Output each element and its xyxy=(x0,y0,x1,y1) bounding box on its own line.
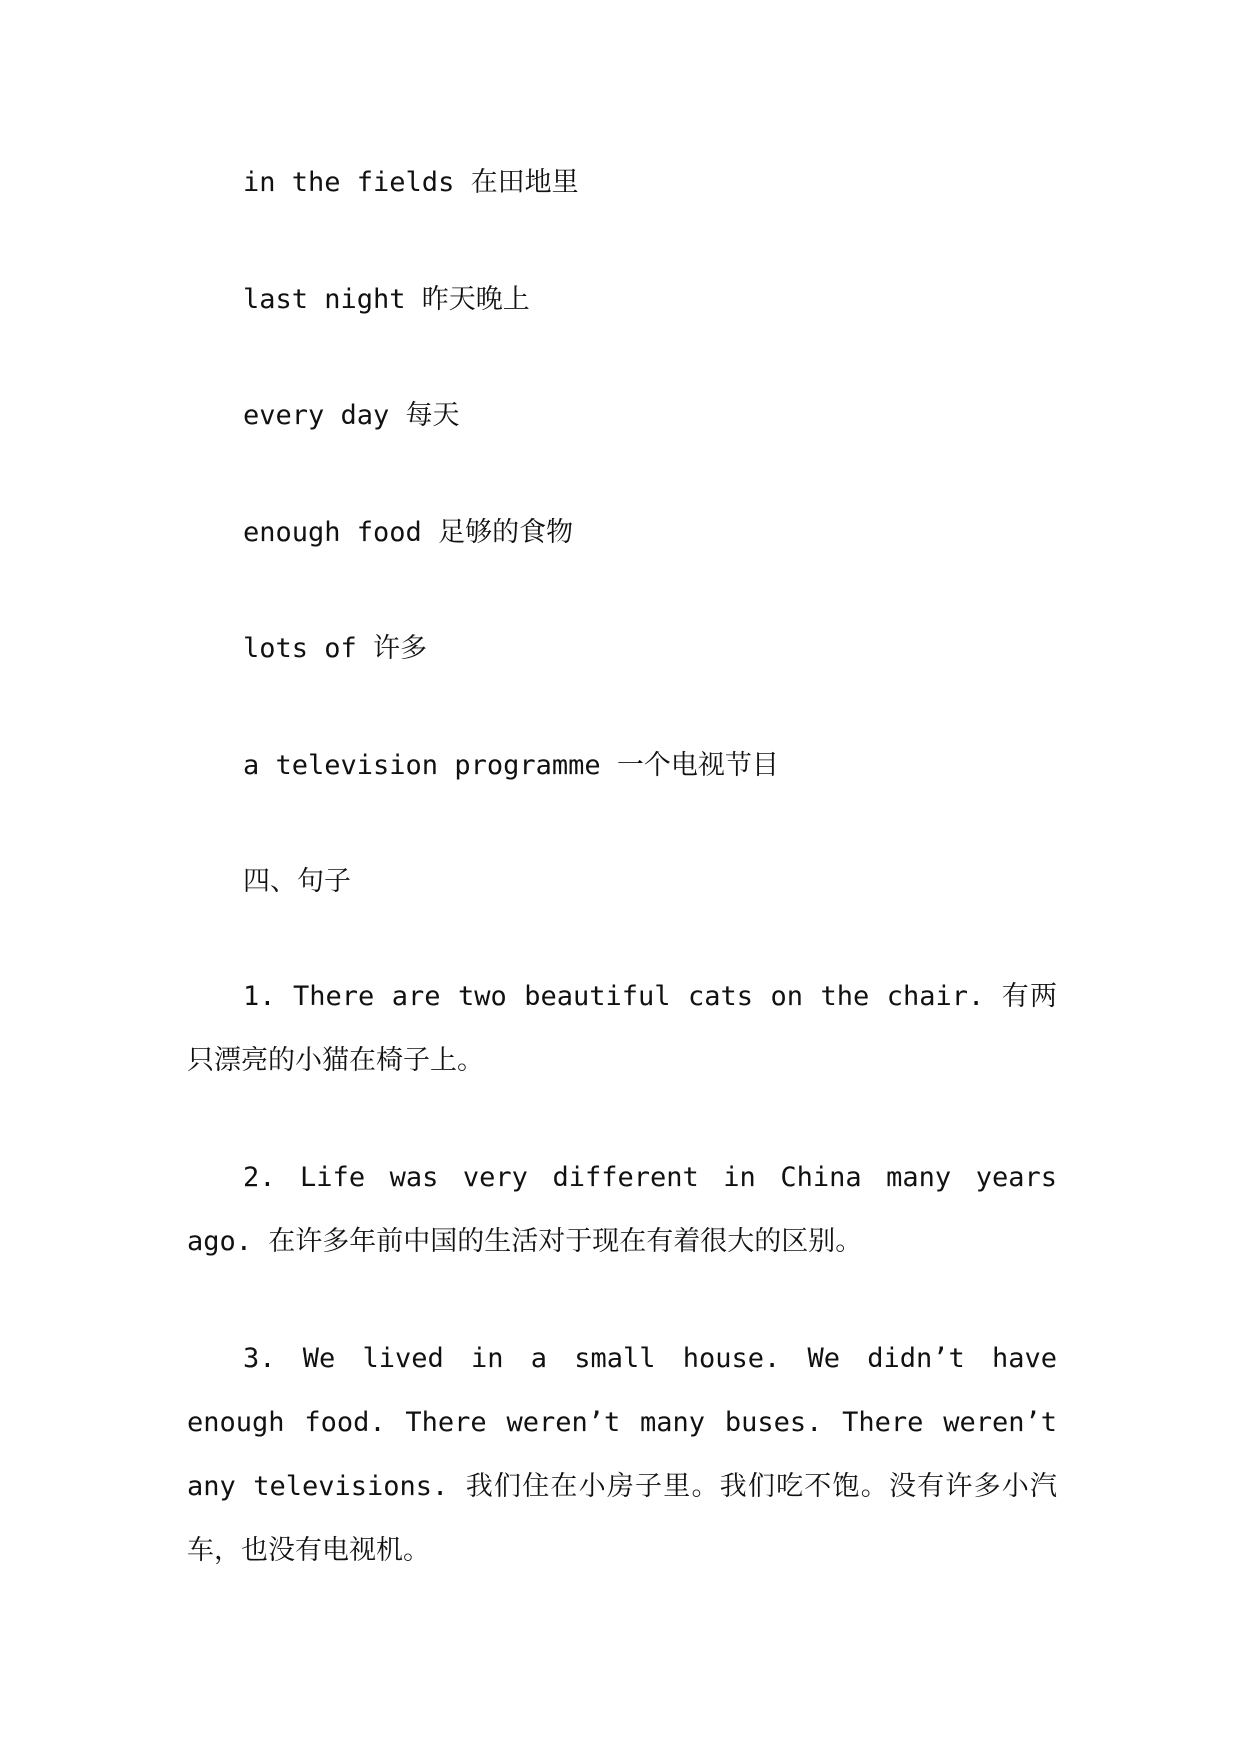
phrase-lots-of: lots of 许多 xyxy=(243,633,428,664)
section-heading-sentences: 四、句子 xyxy=(243,866,351,897)
sentence-2: 2. Life was very different in China many years ago. 在许多年前中国的生活对于现在有着很大的区别。 xyxy=(187,1162,1057,1257)
phrase-in-the-fields: in the fields 在田地里 xyxy=(243,167,579,198)
sentence-1: 1. There are two beautiful cats on the chair. 有两只漂亮的小猫在椅子上。 xyxy=(187,981,1057,1076)
sentence-3: 3. We lived in a small house. We didn’t have enough food. There weren’t many buses. There weren’t any televisions. 我们住在小房子里。我们吃不饱。没有许多小汽车，也没有电视机。 xyxy=(187,1343,1057,1566)
phrase-television-programme: a television programme 一个电视节目 xyxy=(243,750,779,781)
phrase-every-day: every day 每天 xyxy=(243,400,460,431)
phrase-last-night: last night 昨天晚上 xyxy=(243,284,530,315)
phrase-enough-food: enough food 足够的食物 xyxy=(243,517,574,548)
